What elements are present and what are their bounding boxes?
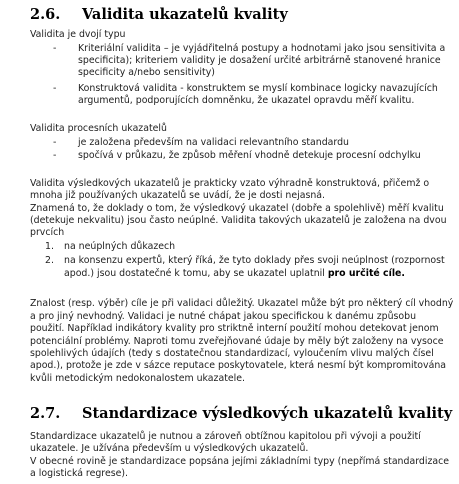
dash-bullet: -: [53, 150, 57, 161]
section-title: Standardizace výsledkových ukazatelů kvality: [82, 405, 453, 422]
dash-bullet: -: [53, 43, 57, 54]
dash-bullet: -: [53, 83, 57, 94]
section-number: 2.6.: [30, 6, 61, 23]
outcome-line-4: (detekuje nekvalitu) jsou často neúplné. Validita takových ukazatelů je založena na dvou: [30, 215, 447, 226]
knowledge-line-6: apod.), protože je zde v sázce reputace poskytovatele, která nesmí být kompromitována: [30, 360, 447, 371]
list-number: 1.: [45, 241, 54, 252]
process-item-2: spočívá v průkazu, že způsob měření vhodně detekuje procesní odchylku: [78, 150, 421, 161]
section-number: 2.7.: [30, 405, 61, 422]
process-item-1: je založena především na validaci relevantního standardu: [78, 137, 349, 148]
section-heading-2-6: [30, 6, 288, 23]
numbered-item-2-text: apod.) jsou dostatečné k tomu, aby se ukazatel uplatnil: [64, 268, 328, 279]
bold-emphasis: pro určité cíle.: [327, 268, 405, 279]
type-2-line-1: Konstruktová validita - konstruktem se myslí kombinace logicky navazujících: [78, 83, 438, 94]
numbered-item-1: na neúplných důkazech: [64, 241, 176, 252]
type-2-line-2: argumentů, podporujících domněnku, že ukazatel opravdu měří kvalitu.: [78, 95, 415, 106]
standardization-line-3: V obecné rovině je standardizace popsána jejími základními typy (nepřímá standardizace: [30, 456, 450, 467]
dash-bullet: -: [53, 137, 57, 148]
type-1-line-2: specificita); kriteriem validity je dosažení určité arbitrárně stanovené hranice: [78, 55, 441, 66]
validity-intro: Validita je dvojí typu: [30, 29, 126, 40]
section-title: Validita ukazatelů kvality: [82, 6, 288, 23]
standardization-line-4: a logistická regrese).: [30, 468, 129, 479]
knowledge-line-3: použití. Například indikátory kvality pro striktně interní použití mohou detekovat jenom: [30, 323, 439, 334]
knowledge-line-2: a pro jiný nevhodný. Validaci je nutné chápat jakou specifickou k danému způsobu: [30, 311, 417, 322]
process-validity-title: Validita procesních ukazatelů: [30, 123, 167, 134]
knowledge-line-7: kvůli metodickým nedokonalostem ukazatele.: [30, 373, 245, 384]
knowledge-line-4: potenciální problémy. Naproti tomu zveřejňované údaje by měly být založeny na vysoce: [30, 336, 444, 347]
list-number: 2.: [45, 255, 54, 266]
numbered-item-2-line-1: na konsenzu expertů, který říká, že tyto doklady přes svoji neúplnost (rozpornost: [64, 255, 445, 266]
numbered-item-2-line-2: [64, 268, 405, 280]
section-heading-2-7: [30, 405, 452, 422]
type-1-line-3: specificity a/nebo sensitivity): [78, 67, 215, 78]
outcome-line-5: prvcích: [30, 227, 65, 238]
outcome-line-1: Validita výsledkových ukazatelů je prakticky vzato výhradně konstruktová, přičemž o: [30, 178, 430, 189]
outcome-line-2: mnoha již používaných ukazatelů se uvádí, že je dosti nejasná.: [30, 190, 326, 201]
knowledge-line-1: Znalost (resp. výběr) cíle je při validaci důležitý. Ukazatel může být pro některý cíl vhodný: [30, 298, 454, 309]
outcome-line-3: Znamená to, že doklady o tom, že výsledkový ukazatel (dobře a spolehlivě) měří kvalitu: [30, 203, 444, 214]
knowledge-line-5: spolehlivých údajích (tedy s dostatečnou standardizací, vyloučením vlivu malých čísel: [30, 348, 434, 359]
standardization-line-1: Standardizace ukazatelů je nutnou a zároveň obtížnou kapitolou při vývoji a použití: [30, 431, 421, 442]
type-1-line-1: Kriteriální validita – je vyjádřitelná postupy a hodnotami jako jsou sensitivita a: [78, 43, 446, 54]
standardization-line-2: ukazatele. Je užívána především u výsledkových ukazatelů.: [30, 443, 309, 454]
